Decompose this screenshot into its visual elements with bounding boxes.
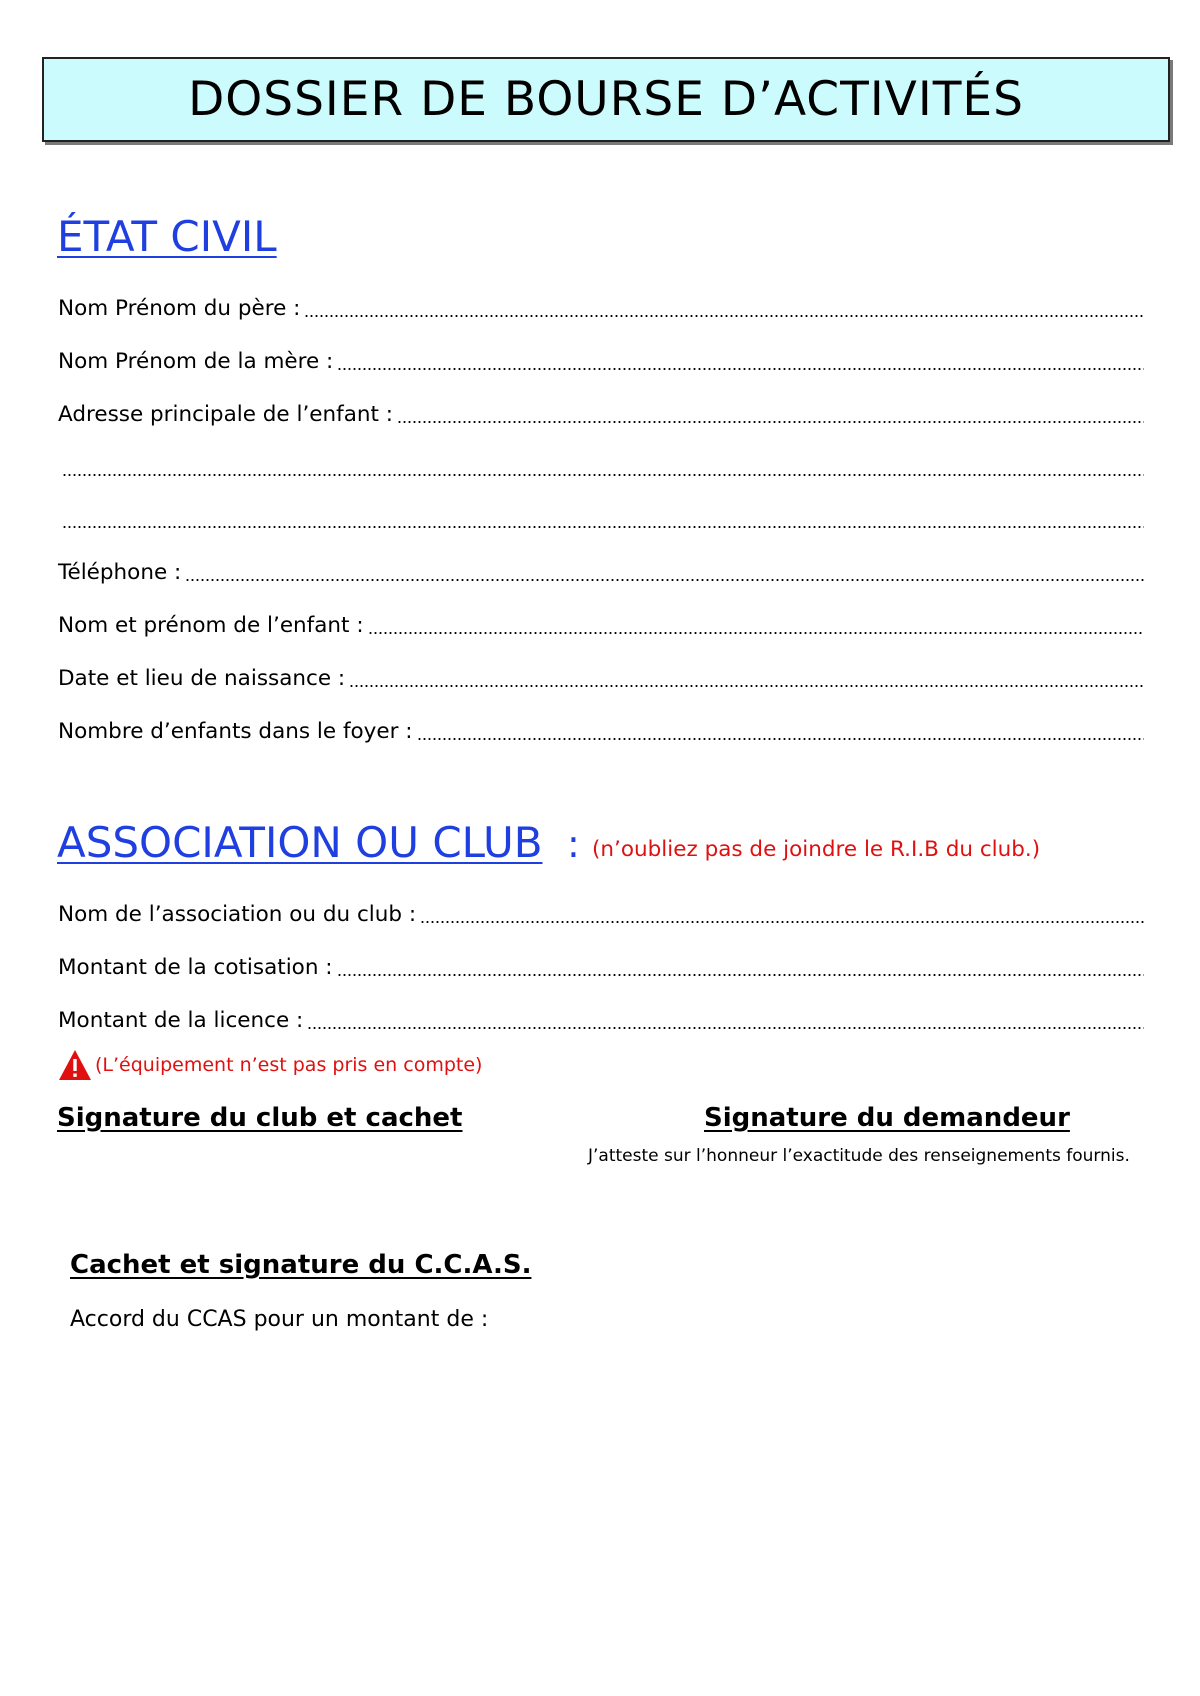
dotted-line[interactable] bbox=[337, 957, 1144, 977]
field-label: Nom de l’association ou du club : bbox=[58, 902, 417, 927]
telephone-field[interactable] bbox=[58, 551, 1144, 585]
field-label: Date et lieu de naissance : bbox=[58, 666, 346, 691]
dotted-line[interactable] bbox=[185, 562, 1144, 582]
child-name-field[interactable] bbox=[58, 604, 1144, 638]
field-label: Nom et prénom de l’enfant : bbox=[58, 613, 364, 638]
association-heading-colon: : bbox=[567, 822, 580, 866]
dotted-line[interactable] bbox=[368, 615, 1144, 635]
dotted-line[interactable] bbox=[304, 298, 1144, 318]
field-label: Adresse principale de l’enfant : bbox=[58, 402, 394, 427]
field-label: Montant de la cotisation : bbox=[58, 955, 333, 980]
licence-field[interactable] bbox=[58, 999, 1144, 1033]
association-heading: ASSOCIATION OU CLUB bbox=[57, 818, 543, 867]
dotted-line[interactable] bbox=[420, 904, 1144, 924]
field-label: Nombre d’enfants dans le foyer : bbox=[58, 719, 413, 744]
document-title: DOSSIER DE BOURSE D’ACTIVITÉS bbox=[42, 57, 1170, 142]
address-field[interactable] bbox=[58, 393, 1144, 427]
field-label: Téléphone : bbox=[58, 560, 182, 585]
dotted-line[interactable] bbox=[62, 457, 1144, 477]
mother-name-field[interactable] bbox=[58, 340, 1144, 374]
field-label: Nom Prénom du père : bbox=[58, 296, 301, 321]
ccas-amount-label: Accord du CCAS pour un montant de : bbox=[70, 1307, 489, 1332]
etat-civil-heading: ÉTAT CIVIL bbox=[57, 212, 277, 261]
dotted-line[interactable] bbox=[349, 668, 1144, 688]
father-name-field[interactable] bbox=[58, 287, 1144, 321]
attestation-text: J’atteste sur l’honneur l’exactitude des renseignements fournis. bbox=[588, 1146, 1130, 1166]
children-count-field[interactable] bbox=[58, 710, 1144, 744]
club-name-field[interactable] bbox=[58, 893, 1144, 927]
warning-icon bbox=[57, 1048, 93, 1082]
ccas-signature-heading: Cachet et signature du C.C.A.S. bbox=[70, 1250, 532, 1280]
club-signature-heading: Signature du club et cachet bbox=[57, 1103, 463, 1133]
warning-text: (L’équipement n’est pas pris en compte) bbox=[95, 1054, 483, 1076]
dotted-line[interactable] bbox=[62, 509, 1144, 529]
field-label: Nom Prénom de la mère : bbox=[58, 349, 334, 374]
rib-reminder: (n’oubliez pas de joindre le R.I.B du club.) bbox=[592, 837, 1041, 862]
applicant-signature-heading: Signature du demandeur bbox=[704, 1103, 1070, 1133]
birth-date-place-field[interactable] bbox=[58, 657, 1144, 691]
dotted-line[interactable] bbox=[417, 721, 1144, 741]
dotted-line[interactable] bbox=[307, 1010, 1144, 1030]
cotisation-field[interactable] bbox=[58, 946, 1144, 980]
address-line-3[interactable] bbox=[58, 498, 1144, 532]
dotted-line[interactable] bbox=[397, 404, 1144, 424]
dotted-line[interactable] bbox=[337, 351, 1144, 371]
address-line-2[interactable] bbox=[58, 446, 1144, 480]
equipment-warning bbox=[57, 1048, 482, 1082]
field-label: Montant de la licence : bbox=[58, 1008, 304, 1033]
